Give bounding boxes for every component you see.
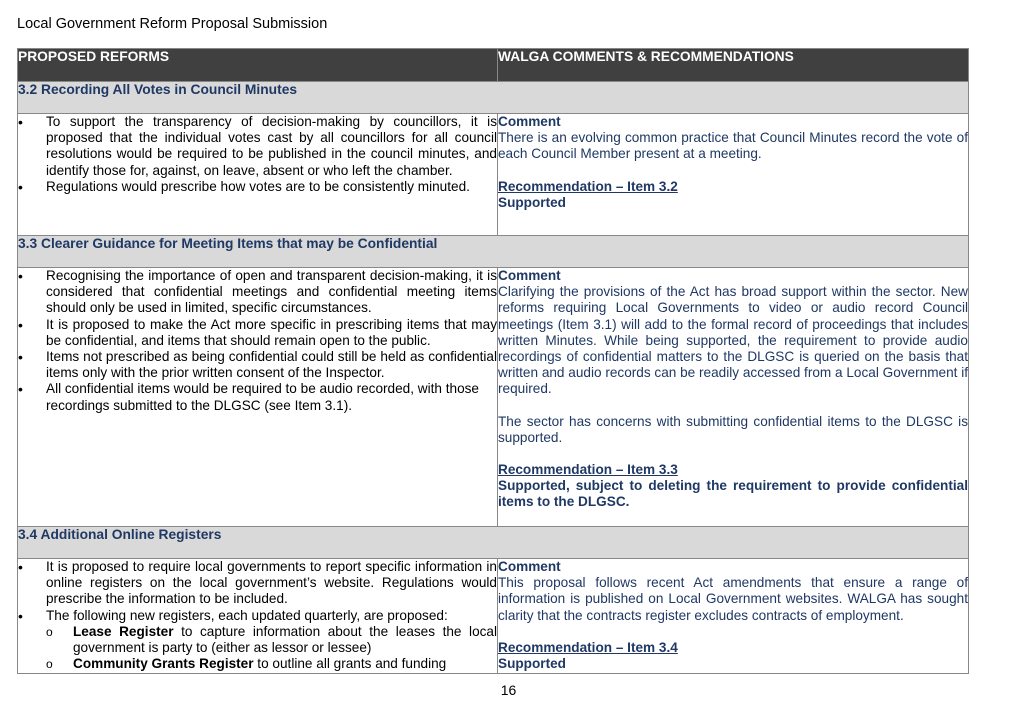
section-heading-row <box>18 82 969 114</box>
walga-comment-cell <box>498 559 969 674</box>
column-header-walga-comments: WALGA COMMENTS & RECOMMENDATIONS <box>498 49 969 82</box>
walga-comment-cell <box>498 114 969 236</box>
recommendation-value: Supported <box>498 194 566 210</box>
comment-label: Comment <box>498 268 561 283</box>
page-number: 16 <box>500 682 517 698</box>
section-heading-3-3: 3.3 Clearer Guidance for Meeting Items that may be Confidential <box>18 236 969 268</box>
comment-text: There is an evolving common practice that Council Minutes record the vote of each Council Member present at a meeting. <box>498 130 968 162</box>
comment-text: The sector has concerns with submitting confidential items to the DLGSC is supported. <box>498 413 968 445</box>
section-content-row <box>18 559 969 674</box>
register-item <box>46 656 497 672</box>
register-name: Community Grants Register <box>73 656 254 672</box>
proposed-reform-cell <box>18 114 498 236</box>
section-heading-3-2: 3.2 Recording All Votes in Council Minutes <box>18 82 969 114</box>
walga-comment-cell <box>498 268 969 527</box>
section-heading-row <box>18 236 969 268</box>
proposed-reform-cell <box>18 559 498 674</box>
reform-bullet <box>18 608 497 673</box>
section-heading-row <box>18 527 969 559</box>
comment-text: This proposal follows recent Act amendments that ensure a range of information is published on Local Government websites. WALGA has sought clarity that the contracts register excludes contracts of employment. <box>498 575 968 623</box>
table-header-row <box>18 49 969 82</box>
reform-bullet: • It is proposed to make the Act more specific in prescribing items that may be confidential, and items that should remain open to the public. <box>18 317 497 349</box>
register-description: to outline all grants and funding <box>253 656 447 672</box>
comment-text: Clarifying the provisions of the Act has broad support within the sector. New reforms requiring Local Governments to video or audio record Council meetings (Item 3.1) will add to the formal record of proceedings that includes written Minutes. While being supported, the requirement to provide audio recordings of confidential matters to the DLGSC is queried on the basis that written and audio records can be readily accessed from a Local Government if required. <box>498 284 968 397</box>
document-title: Local Government Reform Proposal Submission <box>17 16 328 32</box>
register-name: Lease Register <box>73 623 174 639</box>
proposed-reform-cell <box>18 268 498 527</box>
reforms-table <box>17 48 969 674</box>
reform-bullet: • Recognising the importance of open and transparent decision-making, it is considered that confidential meetings and confidential meeting items should only be used in limited, specific circumstances. <box>18 268 497 317</box>
section-heading-3-4: 3.4 Additional Online Registers <box>18 527 969 559</box>
register-description: to capture information about the leases the local government is party to (either as lessor or lessee) <box>73 623 497 656</box>
reform-bullet: • Regulations would prescribe how votes are to be consistently minuted. <box>18 179 497 195</box>
comment-label: Comment <box>498 114 561 129</box>
column-header-proposed-reforms: PROPOSED REFORMS <box>18 49 498 82</box>
register-item <box>46 624 497 656</box>
reform-bullet: • All confidential items would be required to be audio recorded, with those recordings submitted to the DLGSC (see Item 3.1). <box>18 381 497 413</box>
reform-bullet-text: The following new registers, each updated quarterly, are proposed: <box>46 607 448 623</box>
reform-bullet: • Items not prescribed as being confidential could still be held as confidential items only with the prior written consent of the Inspector. <box>18 349 497 381</box>
recommendation-label: Recommendation – Item 3.2 <box>498 178 678 194</box>
recommendation-label: Recommendation – Item 3.4 <box>498 639 678 655</box>
section-content-row <box>18 268 969 527</box>
reform-bullet: • It is proposed to require local governments to report specific information in online registers on the local government’s website. Regulations would prescribe the information to be included. <box>18 559 497 608</box>
reform-bullet: • To support the transparency of decision-making by councillors, it is proposed that the individual votes cast by all councillors for all council resolutions would be required to be published in the council minutes, and identify those for, against, on leave, absent or who left the chamber. <box>18 114 497 179</box>
section-content-row <box>18 114 969 236</box>
recommendation-label: Recommendation – Item 3.3 <box>498 462 678 478</box>
recommendation-value: Supported <box>498 656 566 672</box>
comment-label: Comment <box>498 559 561 574</box>
recommendation-value: Supported, subject to deleting the requirement to provide confidential items to the DLGSC. <box>498 478 968 510</box>
